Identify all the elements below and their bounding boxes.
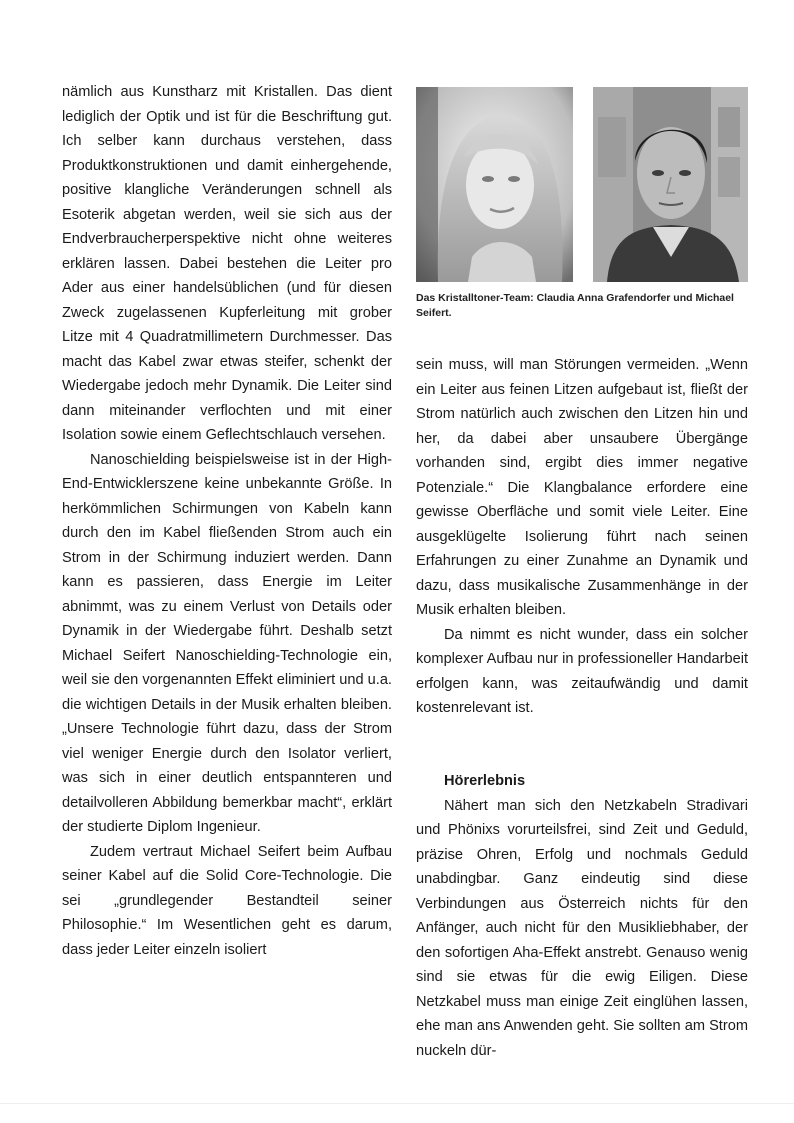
left-column [62, 80, 392, 962]
paragraph: Da nimmt es nicht wunder, dass ein solcher komplexer Aufbau nur in professioneller Handarbeit erfolgen kann, was zeitaufwändig und damit kostenrelevant ist. [416, 626, 748, 716]
paragraph: Nanoschielding beispielsweise ist in der High-End-Entwicklerszene keine unbekannte Größe. In herkömmlichen Schirmungen von Kabeln kann durch den im Kabel fließenden Strom auch ein Strom in der Schirmung induziert werden. Dann kann es passieren, dass Energie im Leiter abnimmt, was zu einem Verlust von Details oder Dynamik in der Wiedergabe führt. Deshalb setzt Michael Seifert Nanoschielding-Technologie ein, weil sie den vorgenannten Effekt eliminiert und u.a. die wichtigen Details in der Musik erhalten bleiben. „Unsere Technologie führt dazu, dass der Strom viel weniger Energie durch den Isolator verliert, was sich in einer deutlich entspannteren und detailvolleren Abbildung bemerkbar macht“, erklärt der studierte Diplom Ingenieur. [62, 451, 392, 835]
section-heading: Hörerlebnis [444, 773, 526, 789]
paragraph: nämlich aus Kunstharz mit Kristallen. Das dient lediglich der Optik und ist für die Beschriftung gut. Ich selber kann durchaus verstehen, dass Produktkonstruktionen und damit einhergehende, positive klangliche Veränderungen schnell als Esoterik abgetan werden, weil sie sich aus der Endverbraucherperspektive nicht ohne weiteres erklären lassen. Dabei bestehen die Leiter pro Ader aus einer handelsüblichen (und für diesen Zweck zugelassenen Kupferleitung mit grober Litze mit 4 Quadratmillimetern Durchmesser. Das macht das Kabel zwar etwas steifer, schenkt der Wiedergabe jedoch mehr Dynamik. Die Leiter sind dann miteinander verflochten und mit einer Isolation sowie einem Geflechtschlauch versehen. [62, 84, 392, 443]
paragraph: sein muss, will man Störungen vermeiden. „Wenn ein Leiter aus feinen Litzen aufgebaut ist, fließt der Strom natürlich auch zwischen den Litzen hin und her, da dabei aber unsaubere Übergänge vorhanden sind, ergibt dies immer negative Potenziale.“ Die Klangbalance erfordere eine gewisse Oberfläche und somit viele Leiter. Eine ausgeklügelte Isolierung führt nach seinen Erfahrungen zu einer Zunahme an Dynamik und dazu, dass musikalische Zusammenhänge in der Musik erhalten bleiben. [416, 357, 748, 618]
right-column-bottom [416, 769, 748, 1063]
portrait-photo-michael [593, 87, 748, 282]
right-column-top [416, 353, 748, 721]
paragraph: Zudem vertraut Michael Seifert beim Aufbau seiner Kabel auf die Solid Core-Technologie. Die sei „grundlegender Bestandteil seiner Philosophie.“ Im Wesentlichen geht es darum, dass jeder Leiter einzeln isoliert [62, 843, 392, 958]
portrait-photo-claudia [416, 87, 573, 282]
photo-caption: Das Kristalltoner-Team: Claudia Anna Grafendorfer und Michael Seifert. [416, 292, 734, 319]
page-bottom-divider [0, 1103, 794, 1104]
paragraph: Nähert man sich den Netzkabeln Stradivari und Phönixs vorurteilsfrei, sind Zeit und Geduld, präzise Ohren, Erfolg und nochmals Geduld unabdingbar. Ganz eindeutig sind diese Verbindungen aus Österreich nichts für den Anfänger, auch nicht für den Musikliebhaber, der den sofortigen Aha-Effekt anstrebt. Genauso wenig sind sie etwas für die ewig Eiligen. Diese Netzkabel muss man einige Zeit einglühen lassen, ehe man ans Anwenden geht. Sie sollten am Strom nuckeln dür- [416, 797, 748, 1059]
